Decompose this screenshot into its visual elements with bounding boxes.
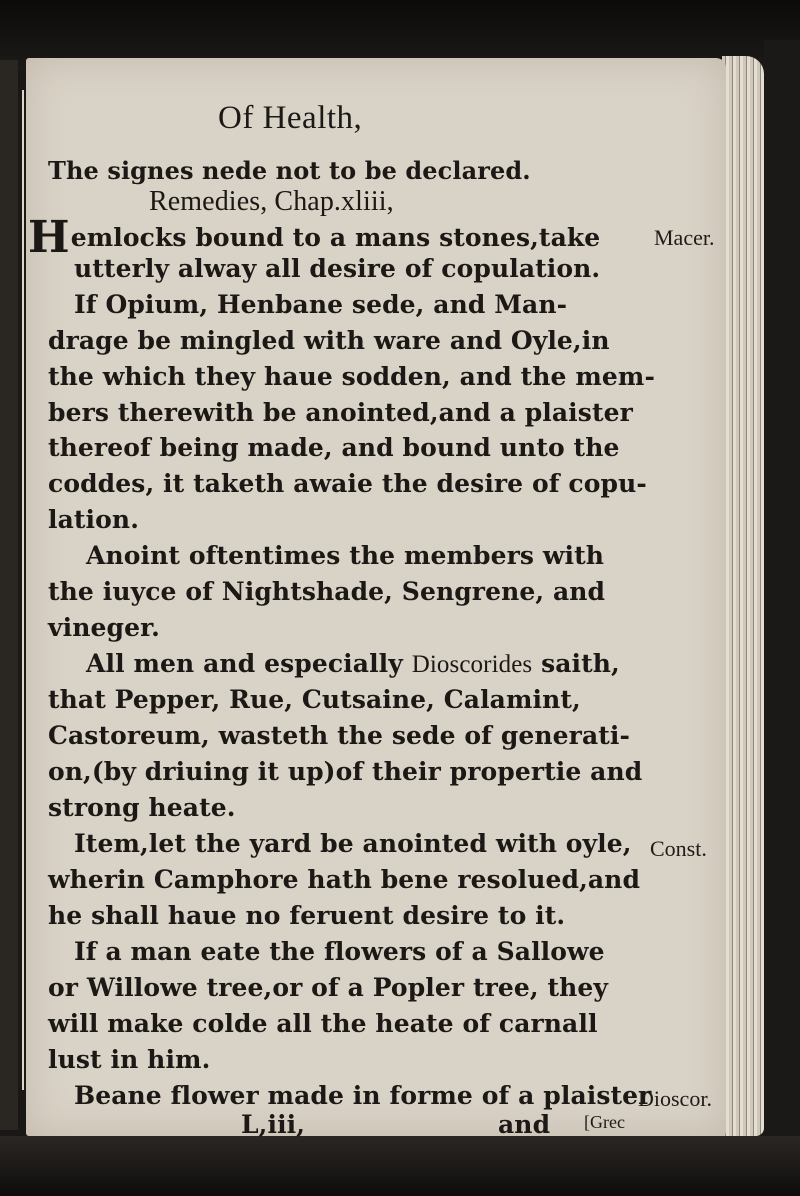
text-line: bers therewith be anointed,and a plaister	[48, 398, 633, 427]
text-line: he shall haue no feruent desire to it.	[48, 901, 566, 930]
signature-mark: L,iii,	[241, 1110, 306, 1139]
text-line-dioscorides	[86, 648, 620, 681]
drop-cap: H	[28, 212, 70, 263]
text-line: on,(by driuing it up)of their propertie and	[48, 757, 643, 786]
text-line: The signes nede not to be declared.	[48, 156, 531, 185]
margin-note-const: Const.	[650, 836, 707, 861]
text-line: lust in him.	[48, 1045, 211, 1074]
text-line: drage be mingled with ware and Oyle,in	[48, 326, 610, 355]
text-line	[28, 212, 601, 263]
book-page	[26, 58, 726, 1139]
margin-note-dioscor: Dioscor.	[638, 1086, 712, 1111]
text-line: Item,let the yard be anointed with oyle,	[74, 829, 632, 858]
text-line: Beane flower made in forme of a plaister	[74, 1081, 652, 1110]
text-line: coddes, it taketh awaie the desire of copu-	[48, 469, 647, 498]
text-line: Anoint oftentimes the members with	[86, 541, 605, 570]
text-line: lation.	[48, 505, 139, 534]
text-segment: All men and especially	[86, 649, 403, 678]
chapter-heading: Remedies, Chap.xliii,	[149, 186, 394, 217]
text-segment: saith,	[541, 649, 620, 678]
text-line: that Pepper, Rue, Cutsaine, Calamint,	[48, 685, 581, 714]
text-line: strong heate.	[48, 793, 236, 822]
running-head: Of Health,	[218, 100, 363, 136]
text-line: will make colde all the heate of carnall	[48, 1009, 598, 1038]
text-line: thereof being made, and bound unto the	[48, 433, 620, 462]
scan-bottom-shadow	[0, 1136, 800, 1196]
text-line: the iuyce of Nightshade, Sengrene, and	[48, 577, 606, 606]
text-line: or Willowe tree,or of a Popler tree, they	[48, 973, 609, 1002]
dioscorides-name: Dioscorides	[411, 651, 533, 678]
left-gutter	[0, 60, 18, 1130]
text-line: the which they haue sodden, and the mem-	[48, 362, 655, 391]
text-line: wherin Camphore hath bene resolued,and	[48, 865, 641, 894]
catchword: and	[498, 1110, 551, 1139]
text-line: Castoreum, wasteth the sede of generati-	[48, 721, 630, 750]
text-line-body: emlocks bound to a mans stones,take	[70, 223, 601, 252]
text-line: utterly alway all desire of copulation.	[74, 254, 601, 283]
page-edge-stack	[722, 56, 764, 1136]
handwritten-catchword: [Grec	[584, 1112, 625, 1132]
margin-note-macer: Macer.	[654, 225, 715, 250]
text-line: vineger.	[48, 613, 160, 642]
text-line: If Opium, Henbane sede, and Man-	[74, 290, 568, 319]
text-line: If a man eate the flowers of a Sallowe	[74, 937, 605, 966]
right-scan-border	[764, 40, 800, 1150]
left-margin-rule	[22, 90, 24, 1090]
